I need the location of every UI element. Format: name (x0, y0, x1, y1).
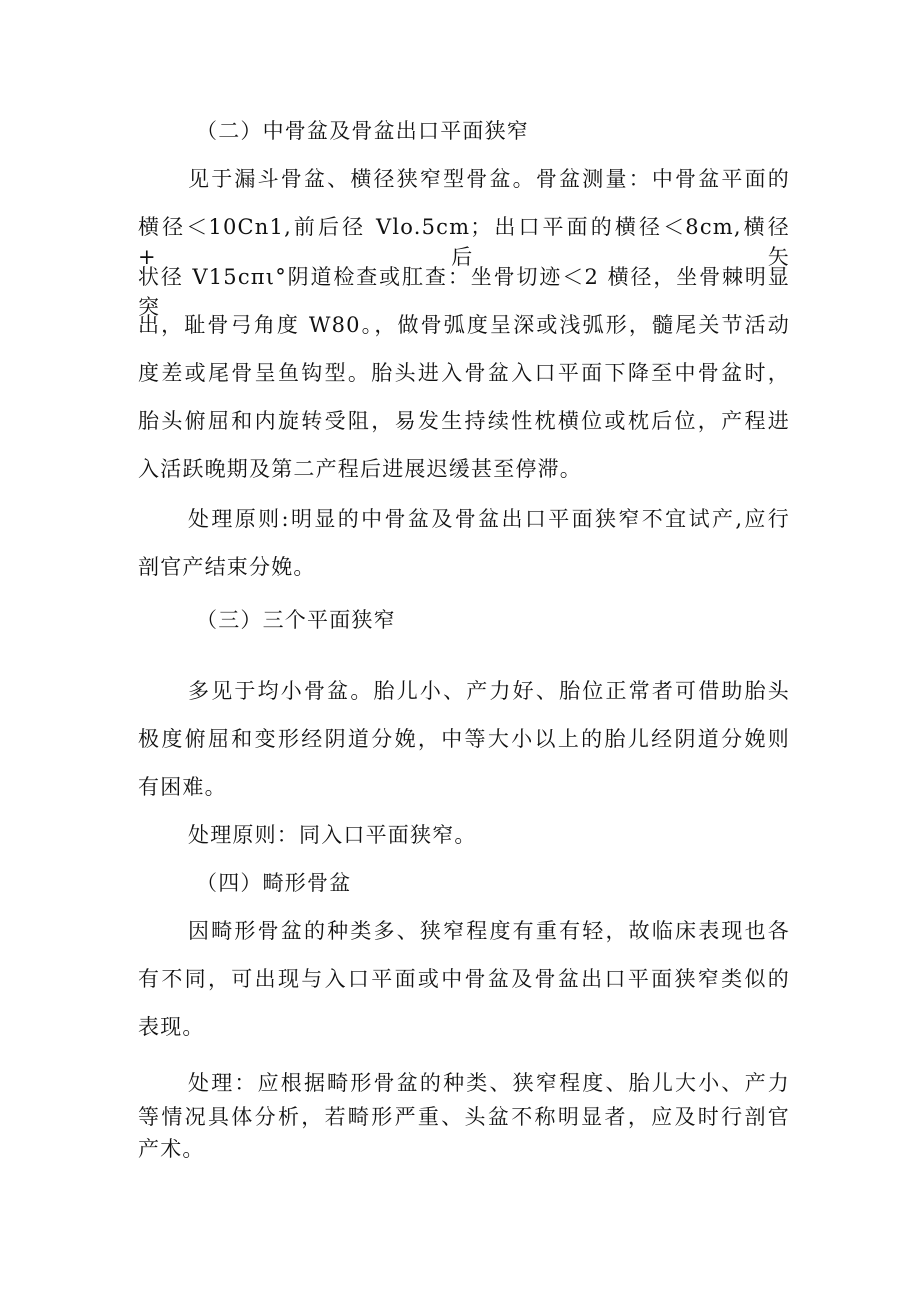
paragraph-line: 处理原则:明显的中骨盆及骨盆出口平面狭窄不宜试产,应行 (188, 507, 790, 531)
paragraph-line: 见于漏斗骨盆、横径狭窄型骨盆。骨盆测量：中骨盆平面的 (188, 167, 790, 191)
section-heading-2: （二）中骨盆及骨盆出口平面狭窄 (196, 119, 529, 143)
paragraph-line: 度差或尾骨呈鱼钩型。胎头进入骨盆入口平面下降至中骨盆时， (138, 361, 790, 385)
paragraph-line: 剖官产结束分娩。 (138, 555, 316, 579)
paragraph-line: 因畸形骨盆的种类多、狭窄程度有重有轻，故临床表现也各 (188, 919, 790, 943)
paragraph-line: 极度俯屈和变形经阴道分娩，中等大小以上的胎儿经阴道分娩则 (138, 727, 790, 751)
paragraph-line: 状径 V15cπι°阴道检查或肛查：坐骨切迹＜2 横径，坐骨棘明显突 (138, 265, 790, 319)
paragraph-line: 产术。 (138, 1137, 205, 1161)
paragraph-line: 表现。 (138, 1015, 205, 1039)
paragraph-line: 等情况具体分析，若畸形严重、头盆不称明显者，应及时行剖官 (138, 1105, 790, 1129)
paragraph-line: 横径＜10Cn1,前后径 Vlo.5cm；出口平面的横径＜8cm,横径+后矢 (138, 215, 790, 269)
paragraph-line: 多见于均小骨盆。胎儿小、产力好、胎位正常者可借助胎头 (188, 679, 790, 703)
paragraph-line: 处理：应根据畸形骨盆的种类、狭窄程度、胎儿大小、产力 (188, 1071, 790, 1095)
section-heading-4: （四）畸形骨盆 (196, 871, 352, 895)
paragraph-line: 处理原则：同入口平面狭窄。 (188, 823, 477, 847)
paragraph-line: 有困难。 (138, 775, 227, 799)
paragraph-line: 入活跃晚期及第二产程后进展迟缓甚至停滞。 (138, 457, 582, 481)
paragraph-line: 出，耻骨弓角度 W80。，做骨弧度呈深或浅弧形，髓尾关节活动 (138, 313, 790, 337)
paragraph-line: 有不同，可出现与入口平面或中骨盆及骨盆出口平面狭窄类似的 (138, 967, 790, 991)
section-heading-3: （三）三个平面狭窄 (196, 608, 396, 632)
paragraph-line: 胎头俯屈和内旋转受阻，易发生持续性枕横位或枕后位，产程进 (138, 409, 790, 433)
